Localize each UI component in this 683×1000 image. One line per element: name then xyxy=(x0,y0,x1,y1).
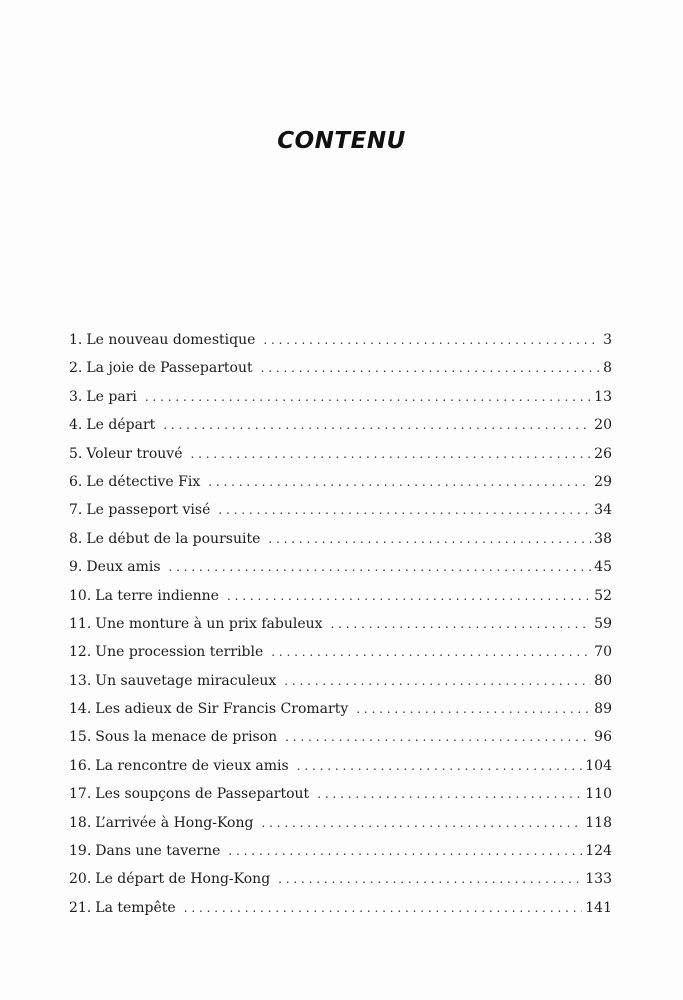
page-number: 141 xyxy=(585,899,612,916)
chapter-number: 3. xyxy=(69,388,83,405)
toc-entry xyxy=(69,843,612,871)
dot-leader xyxy=(356,701,591,717)
dot-leader xyxy=(278,871,582,887)
page-number: 34 xyxy=(594,502,612,519)
chapter-title: Le départ xyxy=(86,417,156,434)
toc-entry xyxy=(69,417,612,445)
page-number: 96 xyxy=(594,729,612,746)
chapter-number: 5. xyxy=(69,445,83,462)
toc-entry xyxy=(69,531,612,559)
toc-entry xyxy=(69,758,612,786)
page-number: 110 xyxy=(585,786,612,803)
chapter-title: La rencontre de vieux amis xyxy=(95,757,289,774)
toc-entry xyxy=(69,729,612,757)
dot-leader xyxy=(261,360,600,376)
dot-leader xyxy=(261,815,582,831)
chapter-title: Les adieux de Sir Francis Cromarty xyxy=(95,701,349,718)
page-number: 80 xyxy=(594,672,612,689)
toc-entry xyxy=(69,871,612,899)
page-number: 20 xyxy=(594,417,612,434)
dot-leader xyxy=(263,332,600,348)
page-number: 59 xyxy=(594,615,612,632)
toc-entry xyxy=(69,474,612,502)
toc-entry xyxy=(69,786,612,814)
dot-leader xyxy=(268,531,591,547)
toc-entry xyxy=(69,332,612,360)
chapter-title: Voleur trouvé xyxy=(86,445,183,462)
page-number: 26 xyxy=(594,445,612,462)
toc-entry xyxy=(69,673,612,701)
dot-leader xyxy=(184,900,583,916)
chapter-number: 16. xyxy=(69,757,92,774)
table-of-contents xyxy=(69,332,612,928)
toc-entry xyxy=(69,588,612,616)
dot-leader xyxy=(218,502,591,518)
dot-leader xyxy=(227,588,591,604)
chapter-number: 4. xyxy=(69,417,83,434)
chapter-number: 1. xyxy=(69,332,83,348)
page-number: 104 xyxy=(585,757,612,774)
page-number: 118 xyxy=(585,814,612,831)
page-number: 38 xyxy=(594,530,612,547)
page-title: CONTENU xyxy=(277,128,406,155)
dot-leader xyxy=(317,786,582,802)
dot-leader xyxy=(271,644,591,660)
chapter-number: 9. xyxy=(69,559,83,576)
chapter-title: Le début de la poursuite xyxy=(86,530,261,547)
chapter-title: Le départ de Hong-Kong xyxy=(95,871,271,888)
page-number: 89 xyxy=(594,701,612,718)
chapter-title: L’arrivée à Hong-Kong xyxy=(95,814,254,831)
chapter-title: Une procession terrible xyxy=(95,644,264,661)
toc-entry xyxy=(69,644,612,672)
dot-leader xyxy=(208,474,591,490)
dot-leader xyxy=(163,417,591,433)
dot-leader xyxy=(191,446,592,462)
dot-leader xyxy=(284,673,591,689)
page-number: 45 xyxy=(594,559,612,576)
page-number: 124 xyxy=(585,843,612,860)
chapter-title: Le détective Fix xyxy=(86,473,201,490)
chapter-number: 12. xyxy=(69,644,92,661)
page-number: 70 xyxy=(594,644,612,661)
toc-entry xyxy=(69,815,612,843)
page-number: 8 xyxy=(603,360,612,377)
chapter-title: La joie de Passepartout xyxy=(86,360,253,377)
chapter-title: Le nouveau domestique xyxy=(86,332,256,348)
chapter-number: 2. xyxy=(69,360,83,377)
chapter-number: 7. xyxy=(69,502,83,519)
dot-leader xyxy=(285,729,591,745)
chapter-number: 20. xyxy=(69,871,92,888)
chapter-number: 17. xyxy=(69,786,92,803)
dot-leader xyxy=(331,616,592,632)
page-number: 3 xyxy=(603,332,612,348)
chapter-number: 11. xyxy=(69,615,92,632)
chapter-title: Les soupçons de Passepartout xyxy=(95,786,310,803)
chapter-number: 6. xyxy=(69,473,83,490)
page-number: 13 xyxy=(594,388,612,405)
chapter-number: 10. xyxy=(69,587,92,604)
chapter-title: Un sauvetage miraculeux xyxy=(95,672,277,689)
chapter-number: 21. xyxy=(69,899,92,916)
chapter-number: 13. xyxy=(69,672,92,689)
dot-leader xyxy=(169,559,592,575)
dot-leader xyxy=(228,843,582,859)
chapter-title: La terre indienne xyxy=(95,587,219,604)
chapter-title: Dans une taverne xyxy=(95,843,221,860)
page-number: 133 xyxy=(585,871,612,888)
chapter-number: 18. xyxy=(69,814,92,831)
chapter-number: 8. xyxy=(69,530,83,547)
chapter-title: La tempête xyxy=(95,899,176,916)
chapter-number: 14. xyxy=(69,701,92,718)
chapter-title: Une monture à un prix fabuleux xyxy=(95,615,323,632)
toc-entry xyxy=(69,559,612,587)
dot-leader xyxy=(297,758,583,774)
toc-entry xyxy=(69,502,612,530)
page-number: 52 xyxy=(594,587,612,604)
page-number: 29 xyxy=(594,473,612,490)
chapter-title: Sous la menace de prison xyxy=(95,729,278,746)
chapter-number: 15. xyxy=(69,729,92,746)
chapter-title: Le pari xyxy=(86,388,137,405)
toc-entry xyxy=(69,360,612,388)
dot-leader xyxy=(145,389,591,405)
toc-entry xyxy=(69,446,612,474)
toc-entry xyxy=(69,900,612,928)
chapter-title: Le passeport visé xyxy=(86,502,211,519)
toc-entry xyxy=(69,701,612,729)
toc-entry xyxy=(69,616,612,644)
chapter-title: Deux amis xyxy=(86,559,161,576)
toc-entry xyxy=(69,389,612,417)
chapter-number: 19. xyxy=(69,843,92,860)
